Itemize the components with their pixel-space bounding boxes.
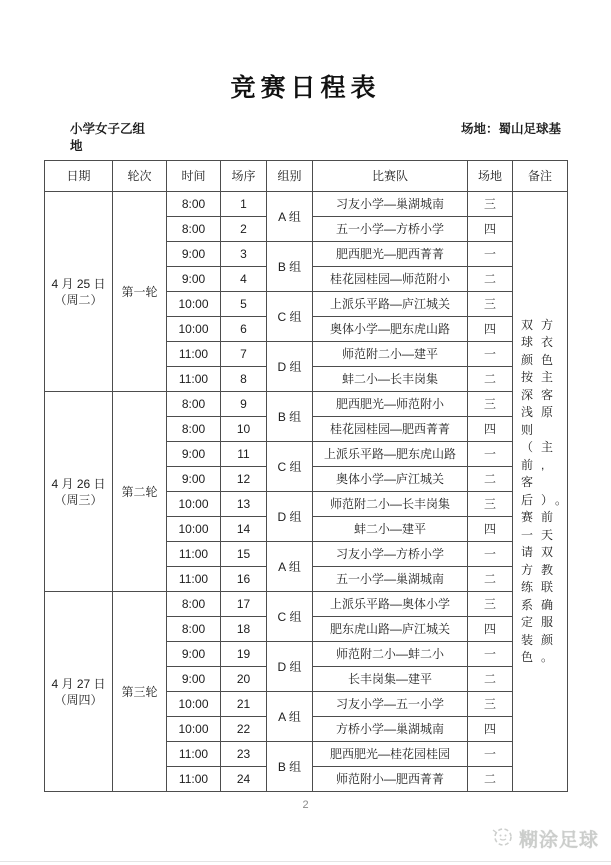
- venue-cell: 三: [468, 592, 513, 617]
- date-cell: 4 月 26 日（周三）: [45, 392, 113, 592]
- notes-text: 双方球衣颜色按主深客浅原则（主前,客后）。赛前一天请双方教练联系确定服装颜色。: [521, 317, 576, 664]
- match-no-cell: 5: [221, 292, 267, 317]
- time-cell: 11:00: [167, 742, 221, 767]
- time-cell: 8:00: [167, 192, 221, 217]
- match-no-cell: 6: [221, 317, 267, 342]
- venue-cell: 二: [468, 567, 513, 592]
- teams-cell: 桂花园桂园—师范附小: [313, 267, 468, 292]
- match-no-cell: 20: [221, 667, 267, 692]
- teams-cell: 长丰岗集—建平: [313, 667, 468, 692]
- time-cell: 11:00: [167, 367, 221, 392]
- notes-cell: [513, 192, 576, 792]
- teams-cell: 五一小学—巢湖城南: [313, 567, 468, 592]
- teams-cell: 奥体小学—肥东虎山路: [313, 317, 468, 342]
- col-header-venue: 场地: [468, 161, 513, 192]
- venue-cell: 二: [468, 667, 513, 692]
- venue-cell: 三: [468, 392, 513, 417]
- match-no-cell: 19: [221, 642, 267, 667]
- venue-cell: 四: [468, 517, 513, 542]
- match-no-cell: 10: [221, 417, 267, 442]
- venue-cell: 一: [468, 342, 513, 367]
- time-cell: 9:00: [167, 667, 221, 692]
- time-cell: 11:00: [167, 542, 221, 567]
- teams-cell: 蚌二小—长丰岗集: [313, 367, 468, 392]
- match-no-cell: 16: [221, 567, 267, 592]
- group-cell: D 组: [267, 492, 313, 542]
- time-cell: 10:00: [167, 317, 221, 342]
- group-cell: B 组: [267, 742, 313, 792]
- time-cell: 10:00: [167, 517, 221, 542]
- table-row: [45, 392, 568, 417]
- time-cell: 9:00: [167, 642, 221, 667]
- watermark: [490, 824, 599, 853]
- venue-cell: 四: [468, 617, 513, 642]
- time-cell: 10:00: [167, 492, 221, 517]
- subheader: [44, 121, 567, 155]
- venue-cell: 四: [468, 217, 513, 242]
- venue-cell: 一: [468, 642, 513, 667]
- group-cell: A 组: [267, 192, 313, 242]
- group-cell: A 组: [267, 692, 313, 742]
- teams-cell: 习友小学—方桥小学: [313, 542, 468, 567]
- teams-cell: 桂花园桂园—肥西菁菁: [313, 417, 468, 442]
- teams-cell: 师范附二小—蚌二小: [313, 642, 468, 667]
- time-cell: 10:00: [167, 692, 221, 717]
- match-no-cell: 24: [221, 767, 267, 792]
- match-no-cell: 22: [221, 717, 267, 742]
- teams-cell: 肥西肥光—师范附小: [313, 392, 468, 417]
- teams-cell: 习友小学—巢湖城南: [313, 192, 468, 217]
- match-no-cell: 15: [221, 542, 267, 567]
- venue-cell: 二: [468, 467, 513, 492]
- watermark-text: 糊涂足球: [518, 830, 599, 851]
- match-no-cell: 17: [221, 592, 267, 617]
- group-cell: D 组: [267, 642, 313, 692]
- date-cell: 4 月 25 日（周二）: [45, 192, 113, 392]
- match-no-cell: 13: [221, 492, 267, 517]
- table-header-row: [45, 161, 568, 192]
- teams-cell: 师范附二小—长丰岗集: [313, 492, 468, 517]
- match-no-cell: 3: [221, 242, 267, 267]
- round-cell: 第一轮: [113, 192, 167, 392]
- time-cell: 8:00: [167, 592, 221, 617]
- venue-label-wrapped: 地: [70, 139, 83, 153]
- ball-logo-icon: [490, 824, 514, 853]
- teams-cell: 肥西肥光—桂花园桂园: [313, 742, 468, 767]
- match-no-cell: 1: [221, 192, 267, 217]
- venue-cell: 一: [468, 542, 513, 567]
- teams-cell: 肥西肥光—肥西菁菁: [313, 242, 468, 267]
- round-cell: 第三轮: [113, 592, 167, 792]
- time-cell: 8:00: [167, 392, 221, 417]
- col-header-teams: 比赛队: [313, 161, 468, 192]
- group-cell: D 组: [267, 342, 313, 392]
- group-cell: A 组: [267, 542, 313, 592]
- teams-cell: 五一小学—方桥小学: [313, 217, 468, 242]
- date-cell: 4 月 27 日（周四）: [45, 592, 113, 792]
- col-header-time: 时间: [167, 161, 221, 192]
- time-cell: 11:00: [167, 567, 221, 592]
- time-cell: 11:00: [167, 767, 221, 792]
- venue-cell: 三: [468, 492, 513, 517]
- time-cell: 8:00: [167, 217, 221, 242]
- time-cell: 10:00: [167, 292, 221, 317]
- match-no-cell: 9: [221, 392, 267, 417]
- teams-cell: 奥体小学—庐江城关: [313, 467, 468, 492]
- group-cell: C 组: [267, 292, 313, 342]
- col-header-group: 组别: [267, 161, 313, 192]
- venue-cell: 二: [468, 367, 513, 392]
- match-no-cell: 14: [221, 517, 267, 542]
- match-no-cell: 12: [221, 467, 267, 492]
- match-no-cell: 23: [221, 742, 267, 767]
- match-no-cell: 7: [221, 342, 267, 367]
- venue-cell: 三: [468, 192, 513, 217]
- col-header-date: 日期: [45, 161, 113, 192]
- venue-label: 场地：蜀山足球基: [460, 122, 561, 136]
- match-no-cell: 21: [221, 692, 267, 717]
- venue-cell: 四: [468, 417, 513, 442]
- teams-cell: 师范附二小—建平: [313, 342, 468, 367]
- time-cell: 8:00: [167, 617, 221, 642]
- time-cell: 9:00: [167, 442, 221, 467]
- col-header-notes: 备注: [513, 161, 568, 192]
- time-cell: 9:00: [167, 242, 221, 267]
- group-cell: C 组: [267, 442, 313, 492]
- teams-cell: 蚌二小—建平: [313, 517, 468, 542]
- time-cell: 8:00: [167, 417, 221, 442]
- venue-cell: 四: [468, 317, 513, 342]
- teams-cell: 习友小学—五一小学: [313, 692, 468, 717]
- venue-cell: 二: [468, 767, 513, 792]
- time-cell: 9:00: [167, 467, 221, 492]
- col-header-round: 轮次: [113, 161, 167, 192]
- time-cell: 10:00: [167, 717, 221, 742]
- teams-cell: 师范附小—肥西菁菁: [313, 767, 468, 792]
- venue-cell: 二: [468, 267, 513, 292]
- group-cell: B 组: [267, 392, 313, 442]
- time-cell: 11:00: [167, 342, 221, 367]
- page-bottom-divider: [0, 861, 611, 862]
- teams-cell: 方桥小学—巢湖城南: [313, 717, 468, 742]
- teams-cell: 上派乐平路—庐江城关: [313, 292, 468, 317]
- group-name-label: 小学女子乙组: [70, 122, 146, 136]
- teams-cell: 肥东虎山路—庐江城关: [313, 617, 468, 642]
- match-no-cell: 18: [221, 617, 267, 642]
- match-no-cell: 11: [221, 442, 267, 467]
- time-cell: 9:00: [167, 267, 221, 292]
- match-no-cell: 4: [221, 267, 267, 292]
- group-cell: B 组: [267, 242, 313, 292]
- venue-cell: 四: [468, 717, 513, 742]
- col-header-match-no: 场序: [221, 161, 267, 192]
- group-cell: C 组: [267, 592, 313, 642]
- venue-cell: 一: [468, 442, 513, 467]
- venue-cell: 三: [468, 692, 513, 717]
- page-title: 竞赛日程表: [230, 74, 381, 102]
- page-number: 2: [302, 799, 309, 811]
- match-no-cell: 8: [221, 367, 267, 392]
- match-no-cell: 2: [221, 217, 267, 242]
- round-cell: 第二轮: [113, 392, 167, 592]
- table-row: [45, 592, 568, 617]
- venue-cell: 一: [468, 742, 513, 767]
- schedule-table: [44, 160, 576, 792]
- teams-cell: 上派乐平路—肥东虎山路: [313, 442, 468, 467]
- table-row: [45, 192, 568, 217]
- teams-cell: 上派乐平路—奥体小学: [313, 592, 468, 617]
- venue-cell: 三: [468, 292, 513, 317]
- venue-cell: 一: [468, 242, 513, 267]
